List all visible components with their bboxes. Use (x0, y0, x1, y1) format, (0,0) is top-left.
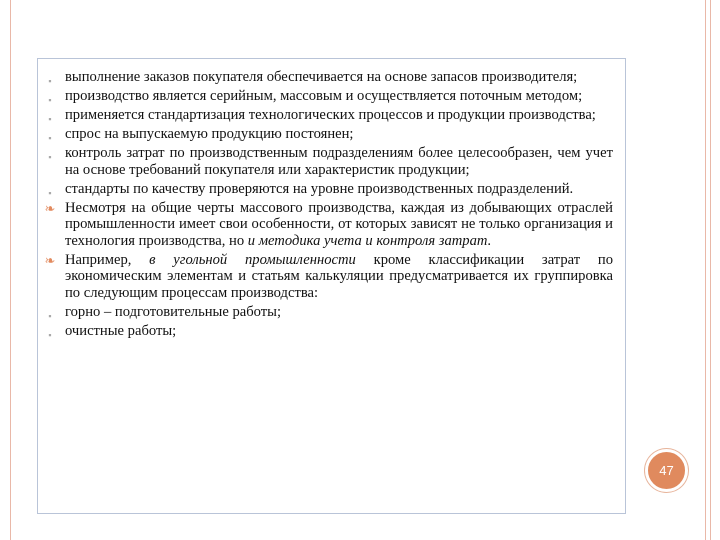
list-item (40, 304, 613, 321)
list-item (40, 181, 613, 198)
item-text: выполнение заказов покупателя обеспечивается на основе запасов производителя; (65, 69, 578, 85)
dash-bullet-icon: ▪ (48, 187, 52, 198)
frame-line-right-inner (710, 0, 711, 540)
frame-line-right-outer (705, 0, 706, 540)
dash-bullet-icon: ▪ (48, 113, 52, 124)
item-text: Например, (65, 251, 150, 268)
item-text: стандарты по качеству проверяются на уровне производственных подразделений. (65, 180, 574, 197)
list-item (40, 107, 613, 124)
dash-bullet-icon: ▪ (48, 151, 52, 162)
item-text: горно – подготовительные работы; (65, 303, 282, 320)
item-text: производство является серийным, массовым и осуществляется поточным методом; (65, 87, 583, 104)
item-text: очистные работы; (65, 322, 177, 339)
item-text: спрос на выпускаемую продукцию постоянен; (65, 125, 354, 142)
item-text: применяется стандартизация технологических процессов и продукции производства; (65, 106, 596, 123)
item-text: контроль затрат по производственным подразделениям более целесообразен, чем учет на основе требований покупателя или характеристик продукции; (65, 144, 613, 178)
dash-bullet-icon: ▪ (48, 310, 52, 321)
item-text: Несмотря на общие черты массового производства, каждая из добывающих отраслей промышленности имеет свои особенности, от которых зависят не только организация и технология производства, но (65, 199, 613, 249)
list-item (40, 323, 613, 340)
item-text-after: кроме классификации затрат по экономическим элементам и статьям калькуляции предусматривается их группировка по следующим процессам производства: (65, 251, 613, 301)
dash-bullet-icon: ▪ (48, 329, 52, 340)
dash-bullet-icon: ▪ (48, 94, 52, 105)
dash-bullet-icon: ▪ (48, 132, 52, 143)
list-item (40, 200, 613, 250)
bullet-list (40, 69, 613, 342)
list-item (40, 69, 613, 86)
list-item (40, 145, 613, 178)
item-text-after: . (487, 232, 492, 249)
leaf-bullet-icon: ❧ (44, 200, 56, 216)
dash-bullet-icon: ▪ (48, 76, 52, 86)
item-emphasis: и методика учета и контроля затрат (247, 232, 488, 249)
leaf-bullet-icon: ❧ (44, 252, 56, 268)
frame-line-left (10, 0, 11, 540)
page-number-badge: 47 (645, 449, 688, 492)
list-item (40, 126, 613, 143)
item-emphasis: в угольной промышленности (149, 251, 356, 268)
list-item (40, 88, 613, 105)
list-item (40, 252, 613, 302)
